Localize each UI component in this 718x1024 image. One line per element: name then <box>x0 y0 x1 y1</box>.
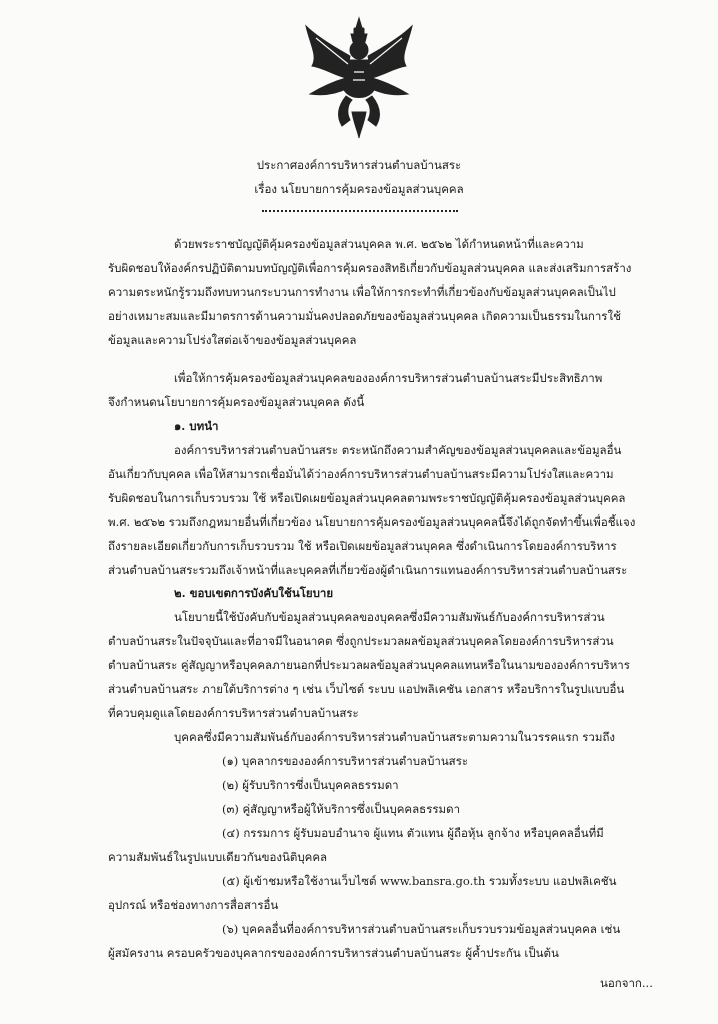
intro-line: ความตระหนักรู้รวมถึงทบทวนกระบวนการทำงาน เพื่อให้การกระทำที่เกี่ยวข้องกับข้อมูลส่วนบุคคลเป็นไป <box>108 285 616 299</box>
list-item-continuation: ผู้สมัครงาน ครอบครัวของบุคลากรขององค์การบริหารส่วนตำบลบ้านสระ ผู้ค้ำประกัน เป็นต้น <box>108 946 559 960</box>
section-2-heading: ๒. ขอบเขตการบังคับใช้นโยบาย <box>174 586 334 600</box>
section-2-line: ตำบลบ้านสระในปัจจุบันและที่อาจมีในอนาคต ซึ่งถูกประมวลผลข้อมูลส่วนบุคคลโดยองค์การบริหารส่วน <box>108 634 614 648</box>
intro-line: จึงกำหนดนโยบายการคุ้มครองข้อมูลส่วนบุคคล ดังนี้ <box>108 395 365 409</box>
list-item: (๖) บุคคลอื่นที่องค์การบริหารส่วนตำบลบ้านสระเก็บรวบรวมข้อมูลส่วนบุคคล เช่น <box>222 922 621 936</box>
intro-line: ด้วยพระราชบัญญัติคุ้มครองข้อมูลส่วนบุคคล พ.ศ. ๒๕๖๒ ได้กำหนดหน้าที่และความ <box>174 237 584 251</box>
list-item: (๒) ผู้รับบริการซึ่งเป็นบุคคลธรรมดา <box>222 778 399 792</box>
announcement-title: ประกาศองค์การบริหารส่วนตำบลบ้านสระ <box>256 158 462 172</box>
section-2-line: ตำบลบ้านสระ คู่สัญญาหรือบุคคลภายนอกที่ประมวลผลข้อมูลส่วนบุคคลแทนหรือในนามขององค์การบริหาร <box>108 658 630 672</box>
section-2-line: นโยบายนี้ใช้บังคับกับข้อมูลส่วนบุคคลของบุคคลซึ่งมีความสัมพันธ์กับองค์การบริหารส่วน <box>174 610 605 624</box>
list-item-continuation: ความสัมพันธ์ในรูปแบบเดียวกันของนิติบุคคล <box>108 850 328 864</box>
section-1-line: ถึงรายละเอียดเกี่ยวกับการเก็บรวบรวม ใช้ หรือเปิดเผยข้อมูลส่วนบุคคล ซึ่งดำเนินการโดยองค์การบริหาร <box>108 539 617 553</box>
continued-marker: นอกจาก... <box>600 976 653 990</box>
intro-line: รับผิดชอบให้องค์กรปฏิบัติตามบทบัญญัติเพื่อการคุ้มครองสิทธิเกี่ยวกับข้อมูลส่วนบุคคล และส่งเสริมการสร้าง <box>108 261 632 275</box>
section-1-line: อันเกี่ยวกับบุคคล เพื่อให้สามารถเชื่อมั่นได้ว่าองค์การบริหารส่วนตำบลบ้านสระมีความโปร่งใสและความ <box>108 467 614 481</box>
section-1-line: องค์การบริหารส่วนตำบลบ้านสระ ตระหนักถึงความสำคัญของข้อมูลส่วนบุคคลและข้อมูลอื่น <box>174 443 622 457</box>
list-item: (๕) ผู้เข้าชมหรือใช้งานเว็บไซต์ www.bansra.go.th รวมทั้งระบบ แอปพลิเคชัน <box>222 874 617 888</box>
intro-line: เพื่อให้การคุ้มครองข้อมูลส่วนบุคคลขององค์การบริหารส่วนตำบลบ้านสระมีประสิทธิภาพ <box>174 371 603 385</box>
section-2-line: บุคคลซึ่งมีความสัมพันธ์กับองค์การบริหารส่วนตำบลบ้านสระตามความในวรรคแรก รวมถึง <box>174 730 616 744</box>
list-item-continuation: อุปกรณ์ หรือช่องทางการสื่อสารอื่น <box>108 898 279 912</box>
announcement-subject: เรื่อง นโยบายการคุ้มครองข้อมูลส่วนบุคคล <box>254 182 464 196</box>
intro-line: ข้อมูลและความโปร่งใสต่อเจ้าของข้อมูลส่วนบุคคล <box>108 333 357 347</box>
section-1-line: ส่วนตำบลบ้านสระรวมถึงเจ้าหน้าที่และบุคคลที่เกี่ยวข้องผู้ดำเนินการแทนองค์การบริหารส่วนตำบลบ้านสระ <box>108 563 628 577</box>
list-item: (๔) กรรมการ ผู้รับมอบอำนาจ ผู้แทน ตัวแทน ผู้ถือหุ้น ลูกจ้าง หรือบุคคลอื่นที่มี <box>222 826 604 840</box>
section-1-line: พ.ศ. ๒๕๖๒ รวมถึงกฎหมายอื่นที่เกี่ยวข้อง นโยบายการคุ้มครองข้อมูลส่วนบุคคลนี้จึงได้ถูกจัดทำขึ้นเพื่อชี้แจง <box>108 515 636 529</box>
section-2-line: ที่ควบคุมดูแลโดยองค์การบริหารส่วนตำบลบ้านสระ <box>108 706 359 720</box>
section-2-line: ส่วนตำบลบ้านสระ ภายใต้บริการต่าง ๆ เช่น เว็บไซต์ ระบบ แอปพลิเคชัน เอกสาร หรือบริการในรูปแบบอื่น <box>108 682 625 696</box>
list-item: (๑) บุคลากรขององค์การบริหารส่วนตำบลบ้านสระ <box>222 754 469 768</box>
intro-line: อย่างเหมาะสมและมีมาตรการด้านความมั่นคงปลอดภัยของข้อมูลส่วนบุคคล เกิดความเป็นธรรมในการใช้ <box>108 309 621 323</box>
section-1-line: รับผิดชอบในการเก็บรวบรวม ใช้ หรือเปิดเผยข้อมูลส่วนบุคคลตามพระราชบัญญัติคุ้มครองข้อมูลส่วนบุคคล <box>108 491 626 505</box>
section-1-heading: ๑. บทนำ <box>174 419 219 433</box>
list-item: (๓) คู่สัญญาหรือผู้ให้บริการซึ่งเป็นบุคคลธรรมดา <box>222 802 461 816</box>
title-divider <box>262 210 458 212</box>
garuda-emblem-icon <box>302 16 416 140</box>
